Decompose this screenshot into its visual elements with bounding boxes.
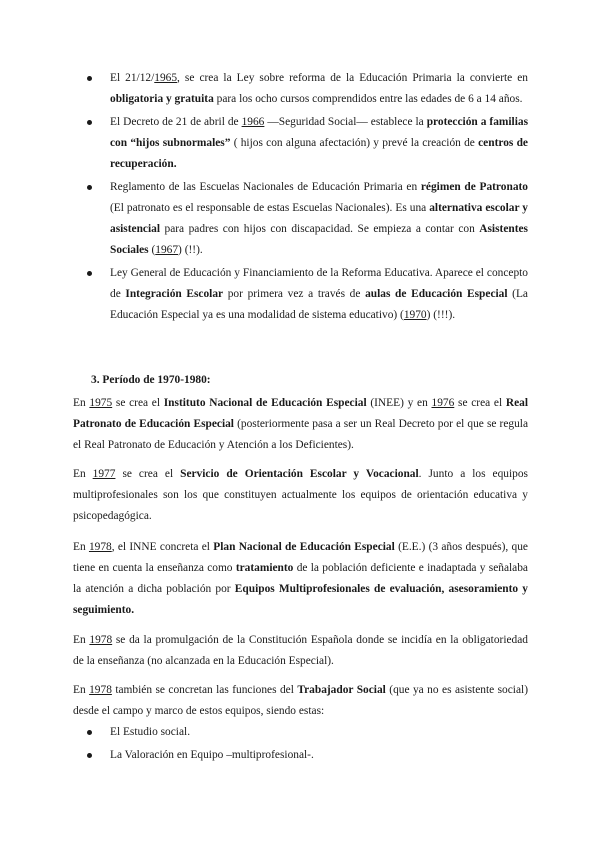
underlined-year: 1966 <box>241 116 265 128</box>
text-run: , el INNE concreta el <box>111 541 214 553</box>
underlined-year: 1975 <box>89 397 113 409</box>
paragraph <box>73 537 528 621</box>
text-run: (INEE) y en <box>366 397 432 409</box>
text-run: La Valoración en Equipo –multiprofesional-. <box>110 749 314 761</box>
paragraph <box>73 630 528 672</box>
text-run: (que ya no es asistente social) desde el campo y marco de estos equipos, siendo estas: <box>73 684 528 717</box>
bullet-list-top <box>87 68 528 328</box>
bold-text: protección a familias con “hijos subnormales” <box>110 116 529 149</box>
text-run: (E.E.) (3 años después), que tiene en cuenta la enseñanza como <box>73 541 528 574</box>
underlined-year: 1967 <box>155 244 179 256</box>
text-run: por primera vez a través de <box>223 288 366 300</box>
text-run: Ley General de Educación y Financiamiento de la Reforma Educativa. Aparece el concepto de <box>110 267 528 300</box>
text-run: En <box>73 634 90 646</box>
bullet-list-bottom <box>87 722 528 768</box>
bold-text: Plan Nacional de Educación Especial <box>213 541 395 553</box>
text-run: ) (!!!). <box>426 309 456 321</box>
paragraph <box>73 680 528 722</box>
text-run: se crea el <box>454 397 506 409</box>
text-run: . Junto a los equipos multiprofesionales son los que constituyen actualmente los equipos de orientación educativa y psicopedagógica. <box>73 468 528 522</box>
text-run: En <box>73 684 90 696</box>
text-run: Reglamento de las Escuelas Nacionales de Educación Primaria en <box>110 181 421 193</box>
text-run: ( hijos con alguna afectación) y prevé la creación de <box>230 137 479 149</box>
text-run: se da la promulgación de la Constitución Española donde se incidía en la obligatoriedad de la enseñanza (no alcanzada en la Educación Especial). <box>73 634 528 667</box>
text-run: para padres con hijos con discapacidad. Se empieza a contar con <box>160 223 480 235</box>
bold-text: Instituto Nacional de Educación Especial <box>163 397 367 409</box>
text-run: se crea el <box>112 397 164 409</box>
underlined-year: 1978 <box>89 634 113 646</box>
underlined-year: 1978 <box>88 541 112 553</box>
text-run: El Decreto de 21 de abril de <box>110 116 242 128</box>
text-run: ( <box>148 244 156 256</box>
paragraph <box>73 393 528 456</box>
text-run: El 21/12/ <box>110 72 155 84</box>
text-run: se crea el <box>115 468 181 480</box>
bold-text: aulas de Educación Especial <box>365 288 508 300</box>
underlined-year: 1970 <box>403 309 427 321</box>
bold-text: Equipos Multiprofesionales de evaluación, asesoramiento y seguimiento. <box>73 583 528 616</box>
list-item <box>87 112 528 175</box>
bold-text: Servicio de Orientación Escolar y Vocacional <box>180 468 419 480</box>
underlined-year: 1965 <box>154 72 178 84</box>
list-item <box>87 745 528 766</box>
text-run: —Seguridad Social— establece la <box>264 116 427 128</box>
bold-text: obligatoria y gratuita <box>110 93 214 105</box>
section-heading: 3. Período de 1970-1980: <box>91 374 211 386</box>
bold-text: Real Patronato de Educación Especial <box>73 397 529 430</box>
text-run: En <box>73 468 93 480</box>
text-run: (posteriormente pasa a ser un Real Decreto por el que se regula el Real Patronato de Educación y Atención a los Deficientes). <box>73 418 528 451</box>
list-item <box>87 177 528 261</box>
list-item <box>87 263 528 326</box>
text-run: de la población deficiente e inadaptada y señalaba la atención a dicha población por <box>73 562 528 595</box>
underlined-year: 1977 <box>92 468 116 480</box>
bold-text: régimen de Patronato <box>420 181 528 193</box>
paragraph <box>73 464 528 527</box>
list-item <box>87 722 528 743</box>
text-run: (La Educación Especial ya es una modalidad de sistema educativo) ( <box>110 288 528 321</box>
underlined-year: 1976 <box>431 397 455 409</box>
text-run: también se concretan las funciones del <box>111 684 298 696</box>
text-run: En <box>73 541 89 553</box>
text-run: , se crea la Ley sobre reforma de la Educación Primaria la convierte en <box>177 72 528 84</box>
bold-text: Integración Escolar <box>125 288 224 300</box>
bold-text: Trabajador Social <box>297 684 386 696</box>
text-run: (El patronato es el responsable de estas Escuelas Nacionales). Es una <box>110 202 430 214</box>
underlined-year: 1978 <box>89 684 112 696</box>
text-run: En <box>73 397 90 409</box>
text-run: El Estudio social. <box>110 726 191 738</box>
bold-text: Asistentes Sociales <box>110 223 528 256</box>
text-run: ) (!!). <box>178 244 203 256</box>
text-run: para los ocho cursos comprendidos entre las edades de 6 a 14 años. <box>213 93 523 105</box>
bold-text: centros de recuperación. <box>110 137 528 170</box>
bold-text: tratamiento <box>235 562 294 574</box>
list-item <box>87 68 528 110</box>
bold-text: alternativa escolar y asistencial <box>110 202 529 235</box>
